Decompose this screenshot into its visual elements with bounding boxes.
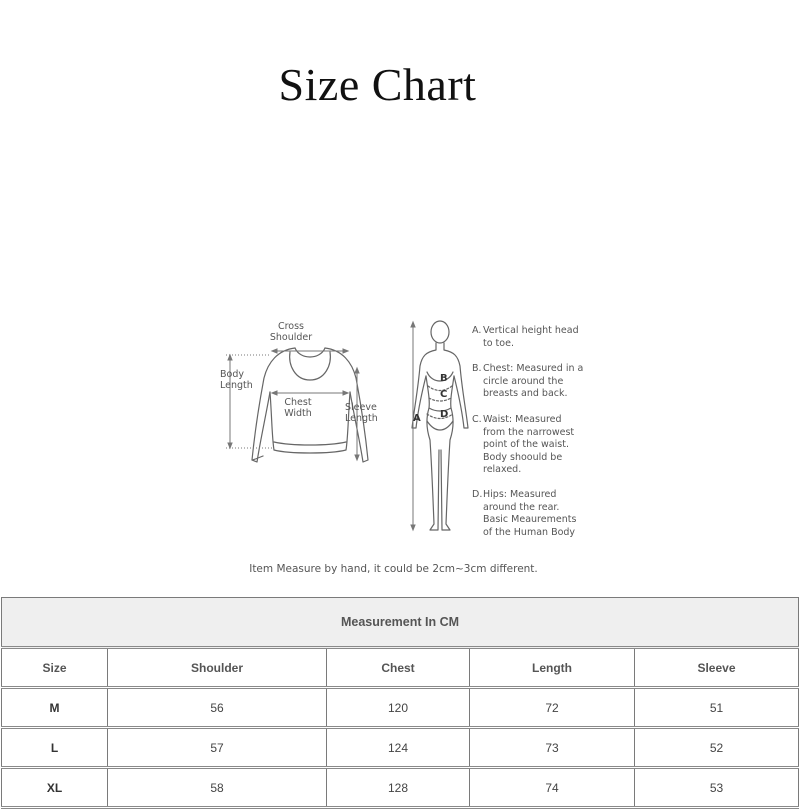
sleeve-cell: 51 — [635, 688, 799, 728]
column-header-sleeve: Sleeve — [635, 648, 799, 688]
length-cell: 72 — [470, 688, 635, 728]
body-letter-a: A — [413, 413, 421, 424]
column-header-size: Size — [2, 648, 108, 688]
size-cell: M — [2, 688, 108, 728]
body-letter-c: C — [440, 389, 448, 400]
definition-c: C.Waist: Measured from the narrowest point of the waist. Body shoould be relaxed. — [472, 414, 575, 476]
shoulder-cell: 56 — [108, 688, 327, 728]
length-cell: 74 — [470, 768, 635, 808]
sleeve-cell: 53 — [635, 768, 799, 808]
chest-width-label: Chest Width — [284, 397, 312, 419]
definition-a: A. Vertical height head to toe. — [472, 325, 579, 349]
table-row — [2, 688, 799, 728]
column-header-length: Length — [470, 648, 635, 688]
page-title: Size Chart — [278, 59, 477, 110]
column-header-shoulder: Shoulder — [108, 648, 327, 688]
body-length-label: Body Length — [220, 369, 253, 391]
chest-cell: 128 — [327, 768, 470, 808]
definition-d: D.Hips: Measured around the rear. Basic Meaurements of the Human Body — [472, 489, 577, 538]
body-letter-d: D — [440, 409, 449, 420]
length-cell: 73 — [470, 728, 635, 768]
sleeve-length-label: Sleeve Length — [345, 402, 378, 424]
table-header-row — [2, 648, 799, 688]
table-row — [2, 728, 799, 768]
table-heading: Measurement In CM — [2, 598, 799, 648]
definition-b: B.Chest: Measured in a circle around the breasts and back. — [472, 363, 584, 400]
size-cell: L — [2, 728, 108, 768]
measurement-note: Item Measure by hand, it could be 2cm~3cm different. — [249, 563, 538, 575]
cross-shoulder-label: Cross Shoulder — [269, 321, 313, 343]
size-cell: XL — [2, 768, 108, 808]
sleeve-cell: 52 — [635, 728, 799, 768]
chest-cell: 120 — [327, 688, 470, 728]
shoulder-cell: 57 — [108, 728, 327, 768]
size-table — [1, 597, 799, 809]
chest-cell: 124 — [327, 728, 470, 768]
column-header-chest: Chest — [327, 648, 470, 688]
table-row — [2, 768, 799, 808]
body-letter-b: B — [440, 373, 448, 384]
shoulder-cell: 58 — [108, 768, 327, 808]
body-drawing — [412, 321, 468, 530]
